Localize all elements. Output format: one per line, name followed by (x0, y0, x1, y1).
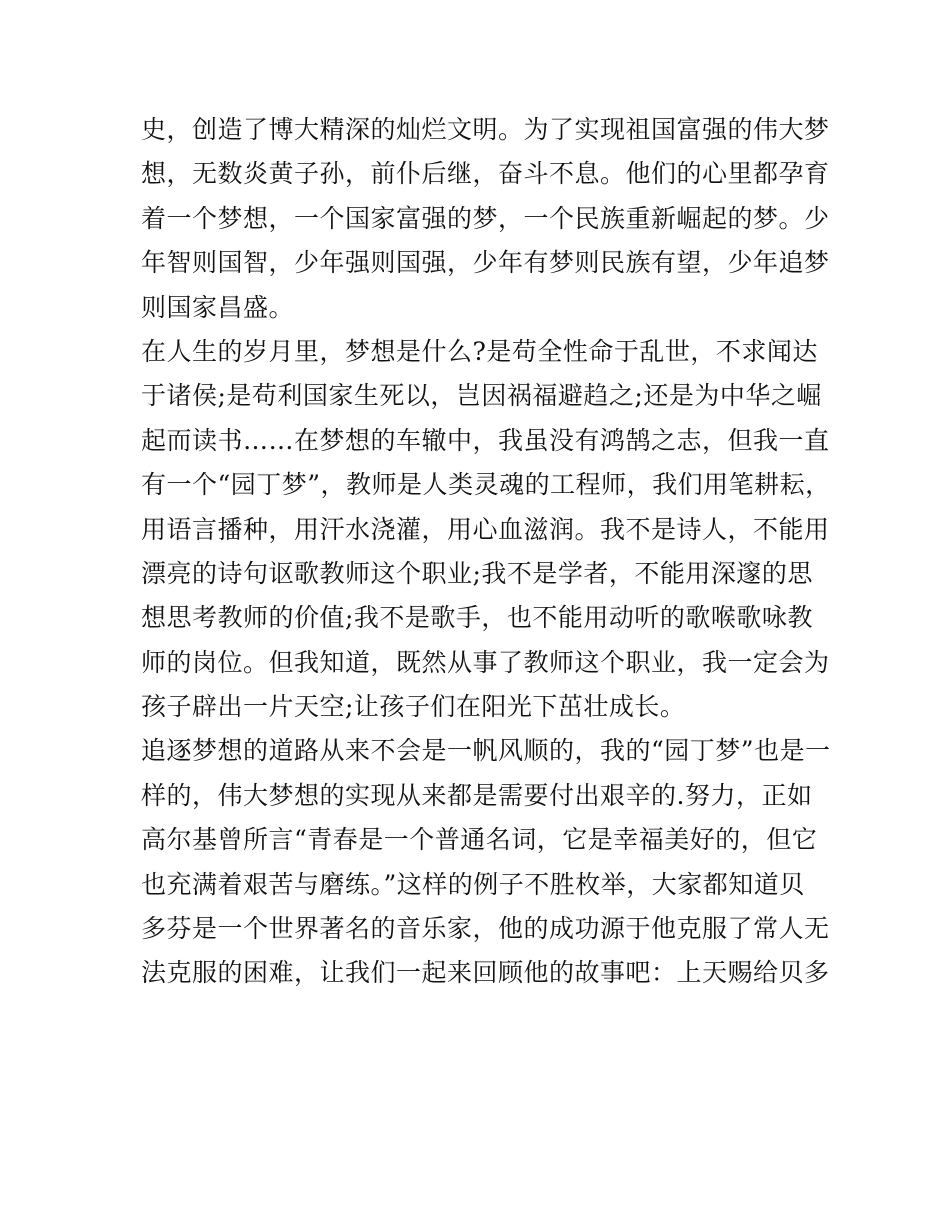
text-line: 也充满着艰苦与磨练。”这样的例子不胜枚举，大家都知道贝 (141, 869, 805, 899)
text-line: 史，创造了博大精深的灿烂文明。为了实现祖国富强的伟大梦 (141, 115, 830, 144)
text-line: 有一个“园丁梦”，教师是人类灵魂的工程师，我们用笔耕耘， (141, 470, 831, 500)
document-body (141, 108, 831, 996)
text-line: 法克服的困难，让我们一起来回顾他的故事吧：上天赐给贝多 (141, 958, 830, 988)
text-line: 于诸侯;是苟利国家生死以，岂因祸福避趋之;还是为中华之崛 (141, 381, 822, 411)
text-line: 漂亮的诗句讴歌教师这个职业;我不是学者，不能用深邃的思 (141, 558, 813, 588)
text-line: 起而读书……在梦想的车辙中，我虽没有鸿鹄之志，但我一直 (141, 425, 830, 455)
text-line: 着一个梦想，一个国家富强的梦，一个民族重新崛起的梦。少 (141, 203, 830, 233)
text-line: 师的岗位。但我知道，既然从事了教师这个职业，我一定会为 (141, 647, 830, 677)
text-line: 想思考教师的价值;我不是歌手，也不能用动听的歌喉歌咏教 (141, 603, 813, 633)
text-line: 孩子辟出一片天空;让孩子们在阳光下茁壮成长。 (141, 692, 686, 722)
text-line: 多芬是一个世界著名的音乐家，他的成功源于他克服了常人无 (141, 914, 830, 944)
text-line: 样的，伟大梦想的实现从来都是需要付出艰辛的.努力，正如 (141, 780, 813, 810)
text-line: 则国家昌盛。 (141, 292, 295, 322)
text-line: 在人生的岁月里，梦想是什么?是苟全性命于乱世，不求闻达 (141, 336, 818, 366)
text-line: 年智则国智，少年强则国强，少年有梦则民族有望，少年追梦 (141, 248, 830, 278)
text-line: 用语言播种，用汗水浇灌，用心血滋润。我不是诗人，不能用 (141, 514, 830, 544)
text-line: 想，无数炎黄子孙，前仆后继，奋斗不息。他们的心里都孕育 (141, 159, 830, 189)
text-line: 高尔基曾所言“青春是一个普通名词，它是幸福美好的，但它 (141, 825, 818, 855)
text-line: 追逐梦想的道路从来不会是一帆风顺的，我的“园丁梦”也是一 (141, 736, 831, 766)
